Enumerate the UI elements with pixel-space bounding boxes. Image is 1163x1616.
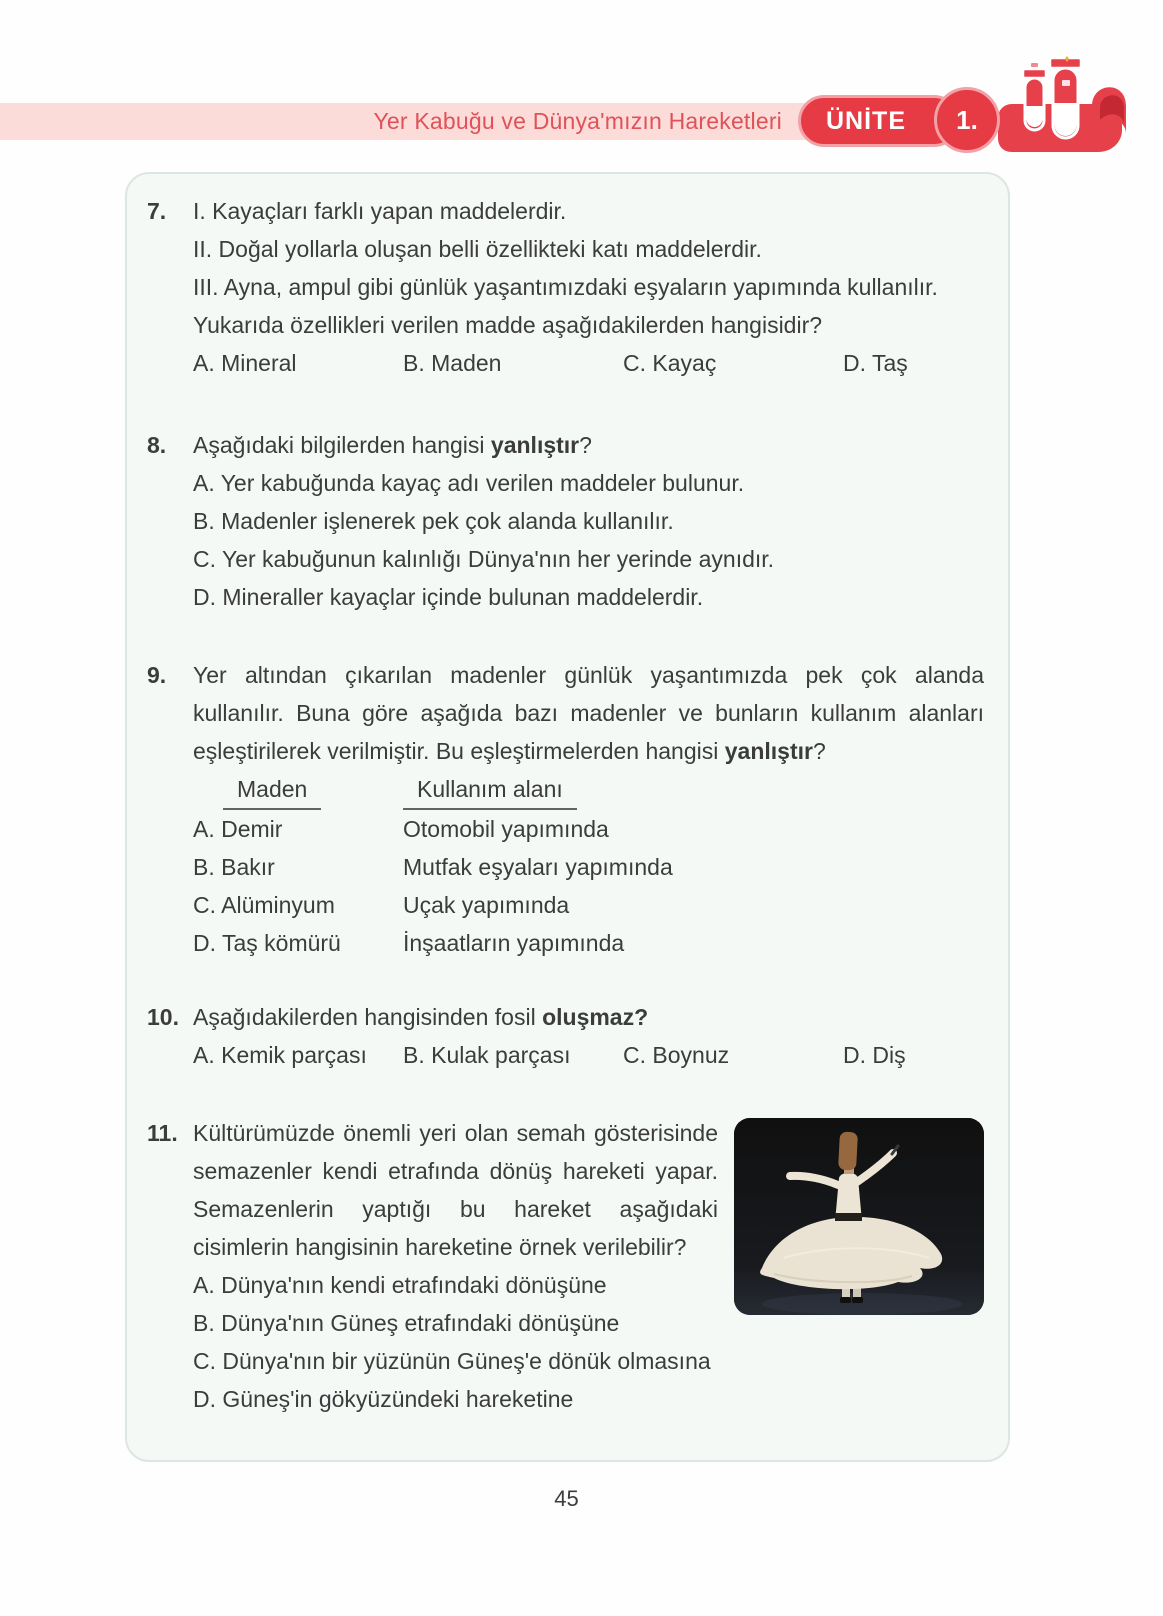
row-b-maden: B. Bakır (193, 854, 275, 880)
question-7-item-3: III. Ayna, ampul gibi günlük yaşantımızdaki eşyaların yapımında kullanılır. (193, 274, 938, 300)
question-10-option-b: B. Kulak parçası (403, 1042, 571, 1068)
question-11-number: 11. (147, 1120, 178, 1146)
questions-card (125, 172, 1010, 1462)
row-c-maden: C. Alüminyum (193, 892, 335, 918)
table-row (193, 886, 984, 924)
question-7-option-d: D. Taş (843, 350, 908, 376)
question-9-table (193, 770, 984, 962)
question-10-number: 10. (147, 1004, 179, 1030)
table-row (193, 810, 984, 848)
question-7-option-c: C. Kayaç (623, 350, 717, 376)
row-c-alan: Uçak yapımında (403, 892, 570, 918)
question-11-option-c: C. Dünya'nın bir yüzünün Güneş'e dönük olmasına (193, 1348, 711, 1374)
test-tubes-ribbon-icon (996, 56, 1128, 160)
question-9 (147, 656, 984, 962)
question-7-option-b: B. Maden (403, 350, 502, 376)
question-8-option-c: C. Yer kabuğunun kalınlığı Dünya'nın her yerinde aynıdır. (193, 546, 775, 572)
question-8-option-a: A. Yer kabuğunda kayaç adı verilen maddeler bulunur. (193, 470, 745, 496)
dervish-illustration (734, 1118, 984, 1315)
question-10-options (193, 1036, 984, 1074)
page-number: 45 (554, 1486, 579, 1511)
table-row (193, 924, 984, 962)
column-header-kullanim-alani: Kullanım alanı (403, 770, 577, 810)
unit-number-label: 1. (956, 104, 978, 135)
question-8-stem: Aşağıdaki bilgilerden hangisi yanlıştır? (193, 432, 592, 458)
question-8-option-b: B. Madenler işlenerek pek çok alanda kullanılır. (193, 508, 674, 534)
row-a-maden: A. Demir (193, 816, 283, 842)
chapter-title: Yer Kabuğu ve Dünya'mızın Hareketleri (373, 108, 782, 134)
row-b-alan: Mutfak eşyaları yapımında (403, 854, 673, 880)
question-7-options (193, 344, 984, 382)
question-7-item-1: I. Kayaçları farklı yapan maddelerdir. (193, 198, 567, 224)
unit-number-badge (934, 87, 1000, 153)
question-10-stem: Aşağıdakilerden hangisinden fosil oluşmaz? (193, 1004, 649, 1030)
question-11-option-b: B. Dünya'nın Güneş etrafındaki dönüşüne (193, 1310, 620, 1336)
question-9-stem: Yer altından çıkarılan madenler günlük yaşantımızda pek çok alanda kullanılır. Buna göre aşağıda bazı madenler ve bunların kullanım alanları eşleştirilerek verilmiştir. Bu eşleştirmelerden hangisi yanlıştır? (193, 662, 984, 764)
question-8-number: 8. (147, 432, 167, 458)
question-8-option-d: D. Mineraller kayaçlar içinde bulunan maddelerdir. (193, 584, 704, 610)
question-7-number: 7. (147, 198, 167, 224)
question-7-option-a: A. Mineral (193, 350, 297, 376)
question-9-table-header (193, 770, 984, 810)
question-7-stem: Yukarıda özellikleri verilen madde aşağıdakilerden hangisidir? (193, 312, 823, 338)
question-10 (147, 998, 984, 1074)
question-7 (147, 192, 984, 382)
semazen-whirling-dervish-photo (734, 1118, 984, 1315)
test-tubes-ribbon-svg (996, 56, 1128, 160)
question-11-stem: Kültürümüzde önemli yeri olan semah gösterisinde semazenler kendi etrafında dönüş hareketi yapar. Semazenlerin yaptığı bu hareket aşağıdaki cisimlerin hangisinin hareketine örnek verilebilir? (193, 1120, 718, 1260)
row-a-alan: Otomobil yapımında (403, 816, 609, 842)
question-11 (147, 1114, 984, 1418)
row-d-maden: D. Taş kömürü (193, 930, 341, 956)
question-10-option-c: C. Boynuz (623, 1042, 730, 1068)
question-7-item-2: II. Doğal yollarla oluşan belli özellikteki katı maddelerdir. (193, 236, 762, 262)
unit-badge-label: ÜNİTE (826, 106, 906, 135)
question-11-option-d: D. Güneş'in gökyüzündeki hareketine (193, 1386, 574, 1412)
column-header-maden: Maden (223, 770, 321, 810)
question-11-option-a: A. Dünya'nın kendi etrafındaki dönüşüne (193, 1272, 607, 1298)
question-10-option-a: A. Kemik parçası (193, 1042, 367, 1068)
table-row (193, 848, 984, 886)
chapter-banner (0, 103, 908, 140)
row-d-alan: İnşaatların yapımında (403, 930, 625, 956)
question-9-number: 9. (147, 662, 167, 688)
question-8 (147, 426, 984, 616)
question-10-option-d: D. Diş (843, 1042, 906, 1068)
